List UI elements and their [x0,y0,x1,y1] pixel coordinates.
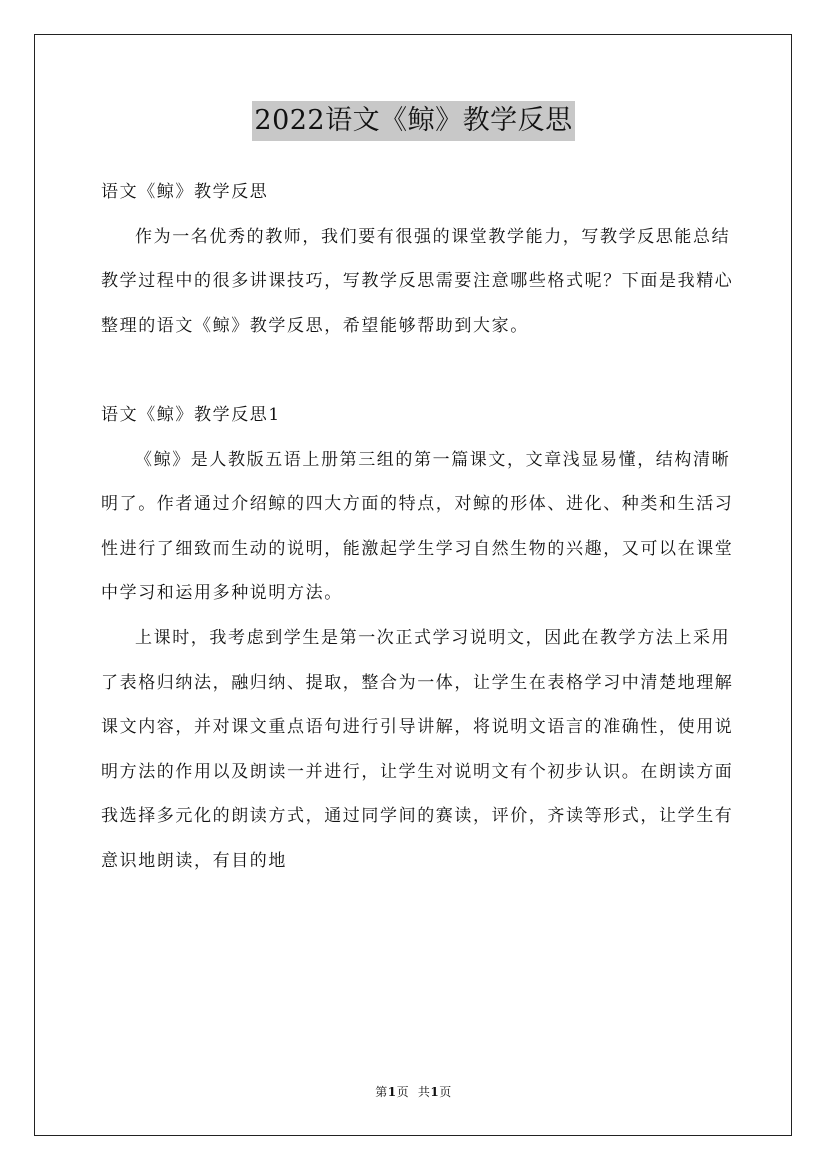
intro-paragraph: 作为一名优秀的教师，我们要有很强的课堂教学能力，写教学反思能总结教学过程中的很多讲课技巧，写教学反思需要注意哪些格式呢？下面是我精心整理的语文《鲸》教学反思，希望能够帮助到大家。 [101,226,734,336]
footer-page-word: 页 [396,1085,410,1099]
footer-page-total: 1 [430,1085,440,1099]
document-subtitle: 语文《鲸》教学反思 [101,182,269,202]
footer-total-word: 页 [439,1085,452,1099]
document-title: 2022语文《鲸》教学反思 [252,101,574,141]
footer-prefix: 第 [375,1085,388,1099]
document-body [101,170,741,884]
title-container [0,101,827,141]
section1-paragraph-2: 上课时，我考虑到学生是第一次正式学习说明文，因此在教学方法上采用了表格归纳法，融归纳、提取，整合为一体，让学生在表格学习中清楚地理解课文内容，并对课文重点语句进行引导讲解，将说明文语言的准确性，使用说明方法的作用以及朗读一并进行，让学生对说明文有个初步认识。在朗读方面我选择多元化的朗读方式，通过同学间的赛读，评价，齐读等形式，让学生有意识地朗读，有目的地 [101,627,734,871]
footer-page-current: 1 [387,1085,397,1099]
page-footer [0,1083,827,1100]
footer-total-prefix: 共 [417,1085,431,1099]
section-heading-1: 语文《鲸》教学反思1 [101,404,281,425]
section1-paragraph-1: 《鲸》是人教版五语上册第三组的第一篇课文，文章浅显易懂，结构清晰明了。作者通过介绍鲸的四大方面的特点，对鲸的形体、进化、种类和生活习性进行了细致而生动的说明，能激起学生学习自然生物的兴趣，又可以在课堂中学习和运用多种说明方法。 [101,449,734,604]
